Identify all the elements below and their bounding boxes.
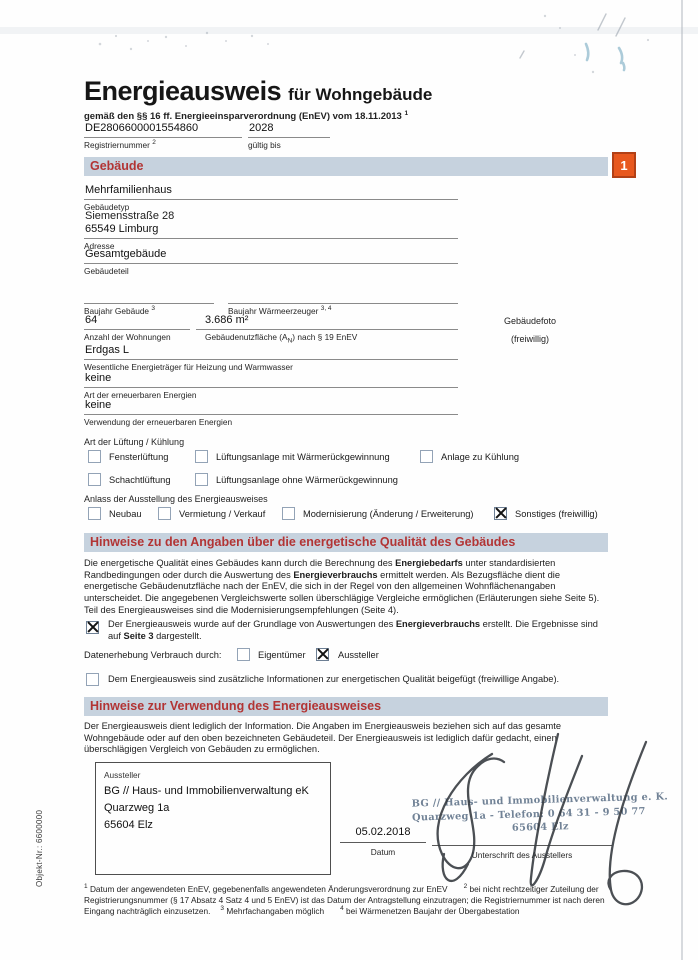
checkbox-schachtlueftung-label: Schachtlüftung (109, 475, 171, 485)
scan-edge-shadow (0, 27, 698, 34)
checkbox-verbrauchsausweis[interactable] (86, 621, 99, 634)
lueftung-label: Art der Lüftung / Kühlung (84, 437, 185, 447)
aussteller-box (95, 762, 331, 875)
footnotes: $^1$ Datum der angewendeten EnEV, gegebenenfalls angewendeten Änderungsverordnung zur EnEV $^2$ bei nicht rechtzeitiger Zuteilung der Registrierungsnummer (§ 17 Absatz 4 Satz 4 und 5 EnEV) ist das Datum der Antragstellung einzutragen; die Registriernummer ist nach deren Eingang nachträglich einzusetzen. $^3$ Mehrfachangaben möglich $^4$ bei Wärmenetzen Baujahr der Übergabestation (84, 883, 605, 916)
checkbox-vermietung[interactable] (158, 507, 171, 520)
zusatzinfo-text: Dem Energieausweis sind zusätzliche Informationen zur energetischen Qualität beigefügt (freiwillige Angabe). (108, 674, 560, 684)
field-anzahl-wohnungen: 64 Anzahl der Wohnungen (84, 314, 190, 342)
checkbox-anlage-zu-kuehlung[interactable] (420, 450, 433, 463)
title-main: Energieausweis (84, 76, 282, 106)
field-erneuerbare-art: keine Art der erneuerbaren Energien (84, 372, 458, 400)
field-datum: 05.02.2018 Datum (340, 826, 426, 857)
checkbox-neubau-label: Neubau (109, 509, 142, 519)
checkbox-modernisierung[interactable] (282, 507, 295, 520)
field-erneuerbare-verwendung: keine Verwendung der erneuerbaren Energien (84, 399, 458, 427)
checkbox-anlage-zu-kuehlung-label: Anlage zu Kühlung (441, 452, 520, 462)
gebaeudefoto-note: Gebäudefoto (freiwillig) (503, 316, 557, 344)
field-adresse: Siemensstraße 28 65549 Limburg Adresse (84, 209, 458, 251)
object-number: Objekt-Nr.: 6600000 (35, 809, 44, 887)
field-nutzflaeche: 3.686 m² Gebäudenutzfläche $(A_N)$ nach § 19 EnEV (196, 314, 458, 342)
company-stamp: BG // Haus- und Immobilienverwaltung e. K. Quarzweg 1a - Telefon: 0 64 31 - 9 50 77 65604 Elz (411, 791, 669, 834)
field-baujahr-waermeerzeuger: Baujahr Wärmeerzeuger $^{3, 4}$ (228, 288, 458, 316)
checkbox-modernisierung-label: Modernisierung (Änderung / Erweiterung) (303, 509, 474, 519)
checkbox-eigentuemer-label: Eigentümer (258, 650, 306, 660)
field-gebaeudetyp: Mehrfamilienhaus Gebäudetyp (84, 184, 458, 212)
checkbox-eigentuemer[interactable] (237, 648, 250, 661)
checkbox-schachtlueftung[interactable] (88, 473, 101, 486)
footnote-ref-1: 1 (404, 109, 409, 117)
checkbox-sonstiges-label: Sonstiges (freiwillig) (515, 509, 598, 519)
field-registriernummer: DE2806600001554860 Registriernummer $^2$ (84, 122, 242, 150)
verbrauchsausweis-text: Der Energieausweis wurde auf der Grundlage von Auswertungen des Energieverbrauchs erstellt. Die Ergebnisse sind auf Seite 3 dargestellt. (108, 619, 598, 641)
aussteller-label: Aussteller (104, 770, 141, 780)
page-title (84, 76, 432, 107)
checkbox-fensterlueftung[interactable] (88, 450, 101, 463)
title-suffix: für Wohngebäude (288, 85, 433, 104)
checkbox-sonstiges[interactable] (494, 507, 507, 520)
checkbox-aussteller-label: Aussteller (338, 650, 379, 660)
section-header-gebaeude: Gebäude (84, 157, 608, 176)
page-number-badge: 1 (612, 152, 636, 178)
aussteller-name: BG // Haus- und Immobilienverwaltung eK (104, 785, 309, 797)
registriernummer-value: DE2806600001554860 (84, 122, 242, 138)
aussteller-street: Quarzweg 1a (104, 802, 170, 814)
section-header-qualitaet: Hinweise zu den Angaben über die energetische Qualität des Gebäudes (84, 533, 608, 552)
checkbox-lueftungsanlage-ohne-wrg-label: Lüftungsanlage ohne Wärmerückgewinnung (216, 475, 398, 485)
field-energietraeger: Erdgas L Wesentliche Energieträger für Heizung und Warmwasser (84, 344, 458, 372)
signature-line-label: Unterschrift des Ausstellers (471, 850, 573, 860)
checkbox-vermietung-label: Vermietung / Verkauf (179, 509, 266, 519)
gueltig-bis-value: 2028 (248, 122, 330, 138)
subtitle: gemäß den §§ 16 ff. Energieeinsparverordnung (EnEV) vom 18.11.2013 $^1$ (84, 109, 409, 122)
datenerhebung-label: Datenerhebung Verbrauch durch: (84, 650, 222, 660)
verwendung-paragraph: Der Energieausweis dient lediglich der Information. Die Angaben im Energieausweis beziehen sich auf das gesamte Wohngebäude oder auf den oben bezeichneten Gebäudeteil. Der Energieausweis ist lediglich dafür gedacht, einen überschlägigen Vergleich von Gebäuden zu ermöglichen. (84, 721, 561, 755)
scan-right-edge-line (681, 0, 683, 960)
checkbox-fensterlueftung-label: Fensterlüftung (109, 452, 169, 462)
section-header-verwendung: Hinweise zur Verwendung des Energieausweises (84, 697, 608, 716)
checkbox-zusatzinfo[interactable] (86, 673, 99, 686)
signature-line (432, 845, 612, 860)
field-gebaeudeteil: Gesamtgebäude Gebäudeteil (84, 248, 458, 276)
anlass-label: Anlass der Ausstellung des Energieausweises (84, 494, 268, 504)
checkbox-lueftungsanlage-ohne-wrg[interactable] (195, 473, 208, 486)
qualitaet-paragraph: Die energetische Qualität eines Gebäudes kann durch die Berechnung des Energiebedarfs unter standardisierten Randbedingungen oder durch die Auswertung des Energieverbrauchs ermittelt werden. Als Bezugsfläche dient die energetische Gebäudenutzfläche nach der EnEV, die sich in der Regel von den allgemeinen Wohnflächenangaben unterscheidet. Die angegebenen Vergleichswerte sollen überschlägige Vergleiche ermöglichen (Erläuterungen siehe Seite 5). Teil des Energieausweises sind die Modernisierungsempfehlungen (Seite 4). (84, 558, 600, 615)
aussteller-city: 65604 Elz (104, 819, 153, 831)
field-baujahr-gebaeude: Baujahr Gebäude $^3$ (84, 288, 214, 316)
checkbox-lueftungsanlage-mit-wrg-label: Lüftungsanlage mit Wärmerückgewinnung (216, 452, 390, 462)
checkbox-aussteller[interactable] (316, 648, 329, 661)
field-gueltig-bis: 2028 gültig bis (248, 122, 330, 150)
checkbox-lueftungsanlage-mit-wrg[interactable] (195, 450, 208, 463)
checkbox-neubau[interactable] (88, 507, 101, 520)
